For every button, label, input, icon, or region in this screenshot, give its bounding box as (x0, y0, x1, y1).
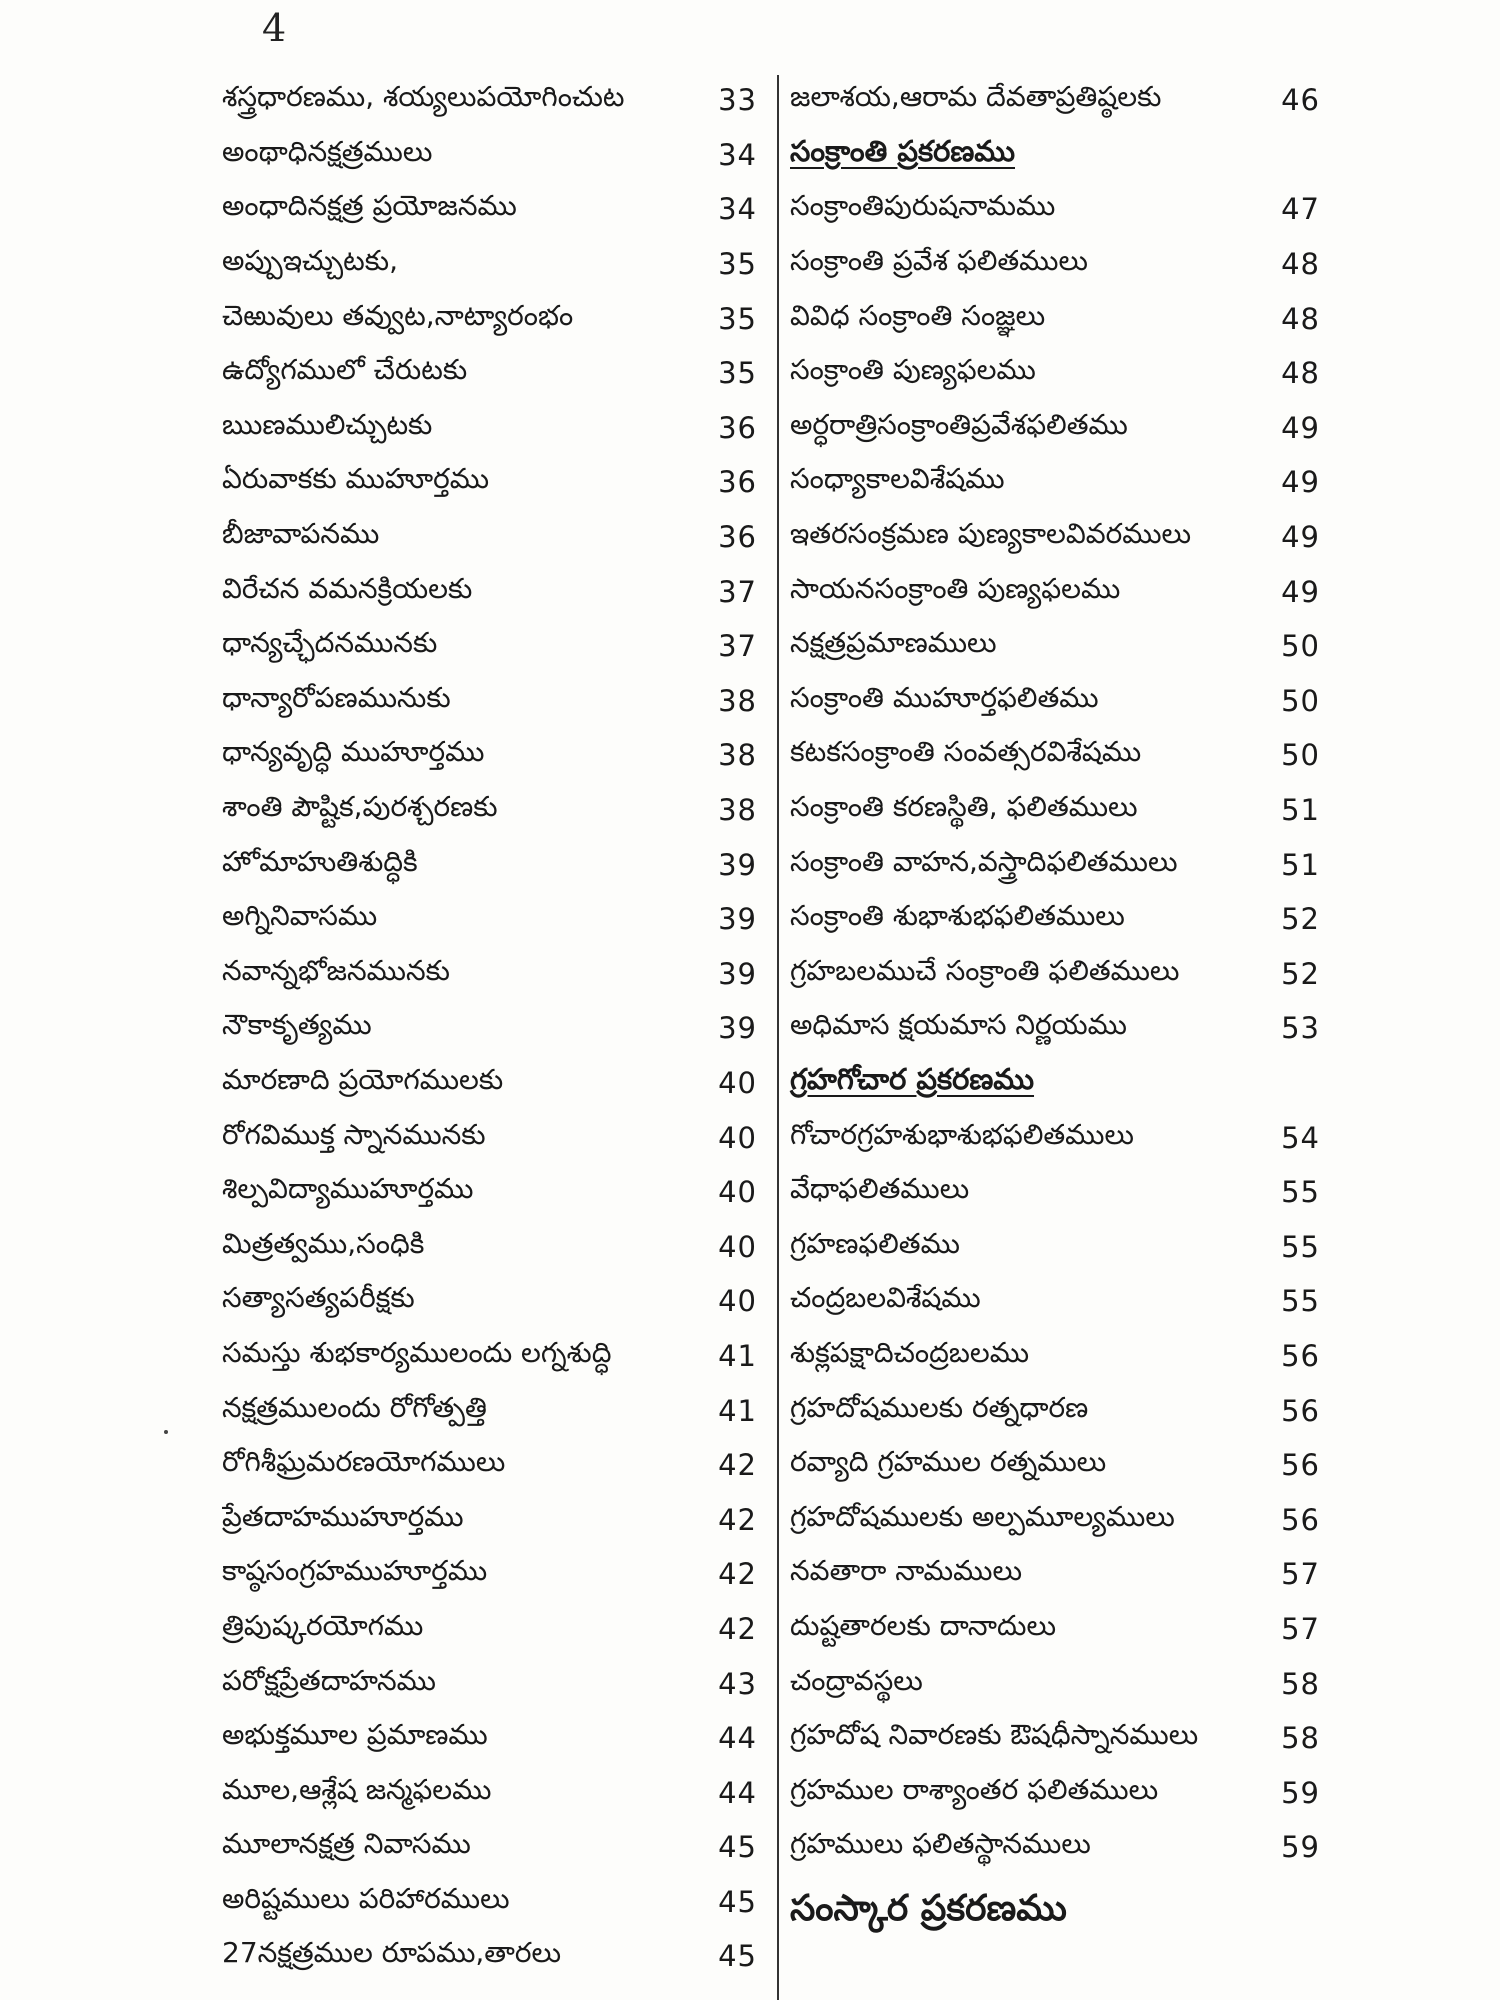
toc-entry-page: 41 (718, 1393, 757, 1428)
toc-entry (790, 346, 1320, 401)
toc-entry (222, 291, 757, 346)
toc-entry-title: గ్రహబలముచే సంక్రాంతి ఫలితములు (790, 953, 1180, 987)
toc-entry (790, 1602, 1320, 1657)
toc-entry-page: 52 (1281, 902, 1320, 937)
toc-entry-page: 48 (1281, 356, 1320, 391)
toc-entry-page: 33 (718, 83, 757, 118)
toc-entry (222, 1219, 757, 1274)
section-heading: గ్రహగోచార ప్రకరణము (790, 1061, 1035, 1096)
toc-entry-page: 48 (1281, 247, 1320, 282)
toc-entry (790, 892, 1320, 947)
toc-entry-page: 41 (718, 1338, 757, 1373)
toc-entry-title: శుక్లపక్షాదిచంద్రబలము (790, 1335, 1030, 1369)
toc-entry-title: గోచారగ్రహశుభాశుభఫలితములు (790, 1117, 1134, 1151)
toc-entry-page: 42 (718, 1502, 757, 1537)
toc-entry-page: 44 (718, 1721, 757, 1756)
toc-entry (222, 564, 757, 619)
toc-entry-title: పరోక్షప్రేతదాహనము (222, 1663, 436, 1697)
toc-entry (790, 674, 1320, 729)
toc-entry-page: 49 (1281, 520, 1320, 555)
toc-entry-title: సాయనసంక్రాంతి పుణ్యఫలము (790, 571, 1121, 605)
toc-entry (790, 1329, 1320, 1384)
toc-entry-title: రోగిశీఘ్రమరణయోగములు (222, 1445, 506, 1479)
toc-entry-page: 38 (718, 738, 757, 773)
toc-entry (222, 1711, 757, 1766)
toc-entry-page: 55 (1281, 1284, 1320, 1319)
toc-entry-page: 35 (718, 301, 757, 336)
toc-entry-title: సంక్రాంతిపురుషనామము (790, 189, 1056, 223)
toc-entry-title: శాంతి పౌష్టిక,పురశ్చరణకు (222, 790, 498, 824)
toc-entry (222, 1110, 757, 1165)
toc-entry (790, 1547, 1320, 1602)
toc-entry (222, 1056, 757, 1111)
toc-entry-page: 59 (1281, 1830, 1320, 1865)
toc-entry (222, 1438, 757, 1493)
toc-entry (790, 291, 1320, 346)
toc-entry-page: 39 (718, 847, 757, 882)
toc-entry (222, 1165, 757, 1220)
toc-entry (790, 1656, 1320, 1711)
toc-entry-title: గ్రహదోషములకు అల్పమూల్యములు (790, 1499, 1175, 1533)
toc-entry-title: ధాన్యారోపణమునుకు (222, 680, 451, 714)
toc-entry-title: గ్రహములు ఫలితస్థానములు (790, 1827, 1091, 1861)
toc-entry-title: గ్రహణఫలితము (790, 1226, 960, 1260)
toc-entry-title: మిత్రత్వము,సంధికి (222, 1226, 425, 1260)
toc-entry (790, 401, 1320, 456)
toc-entry-title: సంధ్యాకాలవిశేషము (790, 462, 1005, 496)
toc-entry-page: 40 (718, 1120, 757, 1155)
column-divider (777, 75, 779, 2000)
toc-entry-title: వేధాఫలితములు (790, 1172, 970, 1206)
toc-entry-page: 58 (1281, 1666, 1320, 1701)
toc-entry-title: నవాన్నభోజనమునకు (222, 953, 450, 987)
toc-entry-page: 45 (718, 1884, 757, 1919)
toc-entry-title: కటకసంక్రాంతి సంవత్సరవిశేషము (790, 735, 1142, 769)
toc-entry (222, 128, 757, 183)
toc-entry-page: 46 (1281, 83, 1320, 118)
toc-entry (790, 619, 1320, 674)
toc-entry-title: గ్రహదోషములకు రత్నధారణ (790, 1390, 1089, 1424)
toc-entry-page: 38 (718, 683, 757, 718)
toc-entry-title: రవ్యాది గ్రహముల రత్నములు (790, 1445, 1107, 1479)
toc-entry (222, 619, 757, 674)
toc-entry (222, 401, 757, 456)
toc-entry (222, 455, 757, 510)
toc-entry-title: అర్ధరాత్రిసంక్రాంతిప్రవేశఫలితము (790, 407, 1128, 441)
toc-entry (222, 1274, 757, 1329)
toc-entry (790, 783, 1320, 838)
toc-right-column (790, 73, 1320, 1945)
toc-entry (790, 182, 1320, 237)
toc-entry (790, 1492, 1320, 1547)
toc-entry-title: గ్రహముల రాశ్యాంతర ఫలితములు (790, 1772, 1159, 1806)
toc-entry (222, 1875, 757, 1930)
toc-entry-page: 36 (718, 410, 757, 445)
toc-entry-title: సంక్రాంతి పుణ్యఫలము (790, 353, 1036, 387)
toc-entry (790, 728, 1320, 783)
toc-entry (790, 237, 1320, 292)
toc-entry (222, 892, 757, 947)
toc-entry-page: 50 (1281, 738, 1320, 773)
toc-entry (222, 346, 757, 401)
toc-entry-title: సంక్రాంతి కరణస్థితి, ఫలితములు (790, 790, 1138, 824)
toc-entry-page: 40 (718, 1284, 757, 1319)
toc-entry-title: సంక్రాంతి శుభాశుభఫలితములు (790, 899, 1125, 933)
toc-entry-page: 34 (718, 137, 757, 172)
toc-entry-title: బీజావాపనము (222, 517, 380, 551)
toc-entry (222, 837, 757, 892)
toc-entry (790, 1165, 1320, 1220)
toc-entry-title: చెఱువులు తవ్వుట,నాట్యారంభం (222, 298, 574, 332)
toc-entry-title: గ్రహదోష నివారణకు ఔషధీస్నానములు (790, 1718, 1199, 1752)
toc-entry-page: 52 (1281, 956, 1320, 991)
toc-entry-title: ధాన్యచ్ఛేదనమునకు (222, 626, 438, 660)
toc-entry-page: 44 (718, 1775, 757, 1810)
toc-entry (222, 510, 757, 565)
toc-entry-title: అభుక్తమూల ప్రమాణము (222, 1718, 488, 1752)
toc-entry-title: సత్యాసత్యపరీక్షకు (222, 1281, 415, 1315)
toc-entry-page: 36 (718, 520, 757, 555)
toc-entry-title: ప్రేతదాహముహూర్తము (222, 1499, 464, 1533)
toc-entry (222, 1929, 757, 1984)
toc-entry-title: నౌకాకృత్యము (222, 1008, 372, 1042)
toc-entry-title: చంద్రావస్థలు (790, 1663, 923, 1697)
toc-entry-page: 45 (718, 1830, 757, 1865)
toc-entry-title: సంక్రాంతి వాహన,వస్త్రాదిఫలితములు (790, 844, 1178, 878)
toc-entry-title: దుష్టతారలకు దానాదులు (790, 1608, 1057, 1642)
toc-entry (790, 837, 1320, 892)
toc-entry-title: సమస్తు శుభకార్యములందు లగ్నశుద్ధి (222, 1335, 612, 1369)
toc-entry-title: నవతారా నామములు (790, 1554, 1023, 1588)
toc-entry (222, 182, 757, 237)
toc-entry-title: అప్పుఇచ్చుటకు, (222, 244, 398, 278)
toc-entry (222, 237, 757, 292)
toc-entry (790, 73, 1320, 128)
toc-entry-page: 40 (718, 1229, 757, 1264)
toc-entry (790, 1438, 1320, 1493)
toc-entry-page: 56 (1281, 1338, 1320, 1373)
section-heading: సంక్రాంతి ప్రకరణము (790, 133, 1015, 168)
toc-entry-page: 47 (1281, 192, 1320, 227)
toc-entry-page: 42 (718, 1448, 757, 1483)
toc-entry-title: అగ్నినివాసము (222, 899, 378, 933)
toc-entry-title: అధిమాస క్షయమాస నిర్ణయము (790, 1008, 1127, 1042)
toc-entry (222, 73, 757, 128)
toc-entry-title: సంక్రాంతి ప్రవేశ ఫలితములు (790, 244, 1088, 278)
toc-entry (790, 1711, 1320, 1766)
toc-entry-title: మూల,ఆశ్లేష జన్మఫలము (222, 1772, 492, 1806)
toc-entry-page: 55 (1281, 1175, 1320, 1210)
toc-entry (222, 1656, 757, 1711)
toc-entry-title: ధాన్యవృద్ధి ముహూర్తము (222, 735, 485, 769)
toc-entry (790, 1765, 1320, 1820)
toc-entry-page: 39 (718, 1011, 757, 1046)
toc-entry-page: 49 (1281, 465, 1320, 500)
toc-entry-title: విరేచన వమనక్రియలకు (222, 571, 473, 605)
toc-entry-title: త్రిపుష్కరయోగము (222, 1608, 424, 1642)
toc-entry (790, 1383, 1320, 1438)
toc-entry (222, 1547, 757, 1602)
toc-entry (790, 455, 1320, 510)
toc-entry-title: మారణాది ప్రయోగములకు (222, 1062, 504, 1096)
scan-speck (164, 1430, 168, 1434)
toc-entry-title: 27నక్షత్రముల రూపము,తారలు (222, 1936, 562, 1970)
toc-entry (222, 947, 757, 1002)
toc-entry-page: 54 (1281, 1120, 1320, 1155)
toc-entry (790, 510, 1320, 565)
toc-entry-page: 57 (1281, 1611, 1320, 1646)
toc-entry-page: 42 (718, 1611, 757, 1646)
toc-entry-page: 37 (718, 629, 757, 664)
toc-entry (790, 564, 1320, 619)
toc-entry-title: చంద్రబలవిశేషము (790, 1281, 981, 1315)
toc-entry-title: జలాశయ,ఆరామ దేవతాప్రతిష్ఠలకు (790, 80, 1162, 114)
toc-entry-page: 36 (718, 465, 757, 500)
toc-entry-page: 56 (1281, 1393, 1320, 1428)
toc-entry (790, 1274, 1320, 1329)
toc-entry (222, 1765, 757, 1820)
toc-entry-page: 48 (1281, 301, 1320, 336)
toc-entry-page: 35 (718, 247, 757, 282)
toc-entry-page: 37 (718, 574, 757, 609)
toc-entry-page: 43 (718, 1666, 757, 1701)
toc-entry-page: 51 (1281, 793, 1320, 828)
toc-entry-page: 58 (1281, 1721, 1320, 1756)
toc-entry-page: 42 (718, 1557, 757, 1592)
toc-entry-page: 59 (1281, 1775, 1320, 1810)
toc-entry (222, 1001, 757, 1056)
page-number: 4 (262, 6, 287, 50)
toc-entry-page: 51 (1281, 847, 1320, 882)
toc-entry-page: 35 (718, 356, 757, 391)
toc-entry-title: ఋణములిచ్చుటకు (222, 407, 433, 441)
section-heading: సంస్కార ప్రకరణము (790, 1887, 1067, 1929)
toc-entry-title: ఉద్యోగములో చేరుటకు (222, 353, 468, 387)
toc-entry-title: కాష్ఠసంగ్రహముహూర్తము (222, 1554, 488, 1588)
toc-entry-page: 53 (1281, 1011, 1320, 1046)
toc-entry-title: ఇతరసంక్రమణ పుణ్యకాలవివరములు (790, 517, 1192, 551)
toc-entry (222, 1602, 757, 1657)
toc-entry-page: 45 (718, 1939, 757, 1974)
toc-entry-title: వివిధ సంక్రాంతి సంజ్ఞలు (790, 298, 1046, 332)
toc-entry (790, 947, 1320, 1002)
toc-entry-title: శిల్పవిద్యాముహూర్తము (222, 1172, 474, 1206)
toc-entry-title: అంధాదినక్షత్ర ప్రయోజనము (222, 189, 517, 223)
toc-entry (222, 728, 757, 783)
toc-entry-page: 55 (1281, 1229, 1320, 1264)
toc-entry-page: 56 (1281, 1502, 1320, 1537)
toc-entry-page: 40 (718, 1065, 757, 1100)
toc-entry-page: 39 (718, 902, 757, 937)
toc-entry-title: నక్షత్రప్రమాణములు (790, 626, 997, 660)
toc-entry (222, 1383, 757, 1438)
toc-entry-title: శస్త్రధారణము, శయ్యలుపయోగించుట (222, 80, 625, 114)
toc-entry (222, 1492, 757, 1547)
toc-entry (222, 783, 757, 838)
toc-entry (222, 1820, 757, 1875)
toc-entry-title: ఏరువాకకు ముహూర్తము (222, 462, 490, 496)
toc-entry-page: 39 (718, 956, 757, 991)
toc-entry-page: 57 (1281, 1557, 1320, 1592)
toc-entry (790, 1110, 1320, 1165)
toc-entry-title: సంక్రాంతి ముహూర్తఫలితము (790, 680, 1099, 714)
toc-entry-page: 56 (1281, 1448, 1320, 1483)
toc-entry (790, 1219, 1320, 1274)
toc-entry-page: 34 (718, 192, 757, 227)
toc-entry-title: అంథాధినక్షత్రములు (222, 134, 433, 168)
toc-entry-page: 38 (718, 793, 757, 828)
toc-entry (222, 1329, 757, 1384)
toc-entry-title: మూలానక్షత్ర నివాసము (222, 1827, 471, 1861)
toc-entry-title: హోమాహుతిశుద్ధికి (222, 844, 418, 878)
toc-entry-page: 49 (1281, 574, 1320, 609)
toc-left-column (222, 73, 757, 1984)
toc-entry-title: రోగవిముక్త స్నానమునకు (222, 1117, 486, 1151)
toc-entry (790, 1820, 1320, 1875)
toc-entry-page: 40 (718, 1175, 757, 1210)
toc-entry-title: అరిష్టములు పరిహారములు (222, 1881, 510, 1915)
toc-entry-page: 50 (1281, 683, 1320, 718)
toc-entry-page: 49 (1281, 410, 1320, 445)
toc-entry (790, 1001, 1320, 1056)
toc-entry-page: 50 (1281, 629, 1320, 664)
toc-entry-title: నక్షత్రములందు రోగోత్పత్తి (222, 1390, 487, 1424)
toc-entry (222, 674, 757, 729)
